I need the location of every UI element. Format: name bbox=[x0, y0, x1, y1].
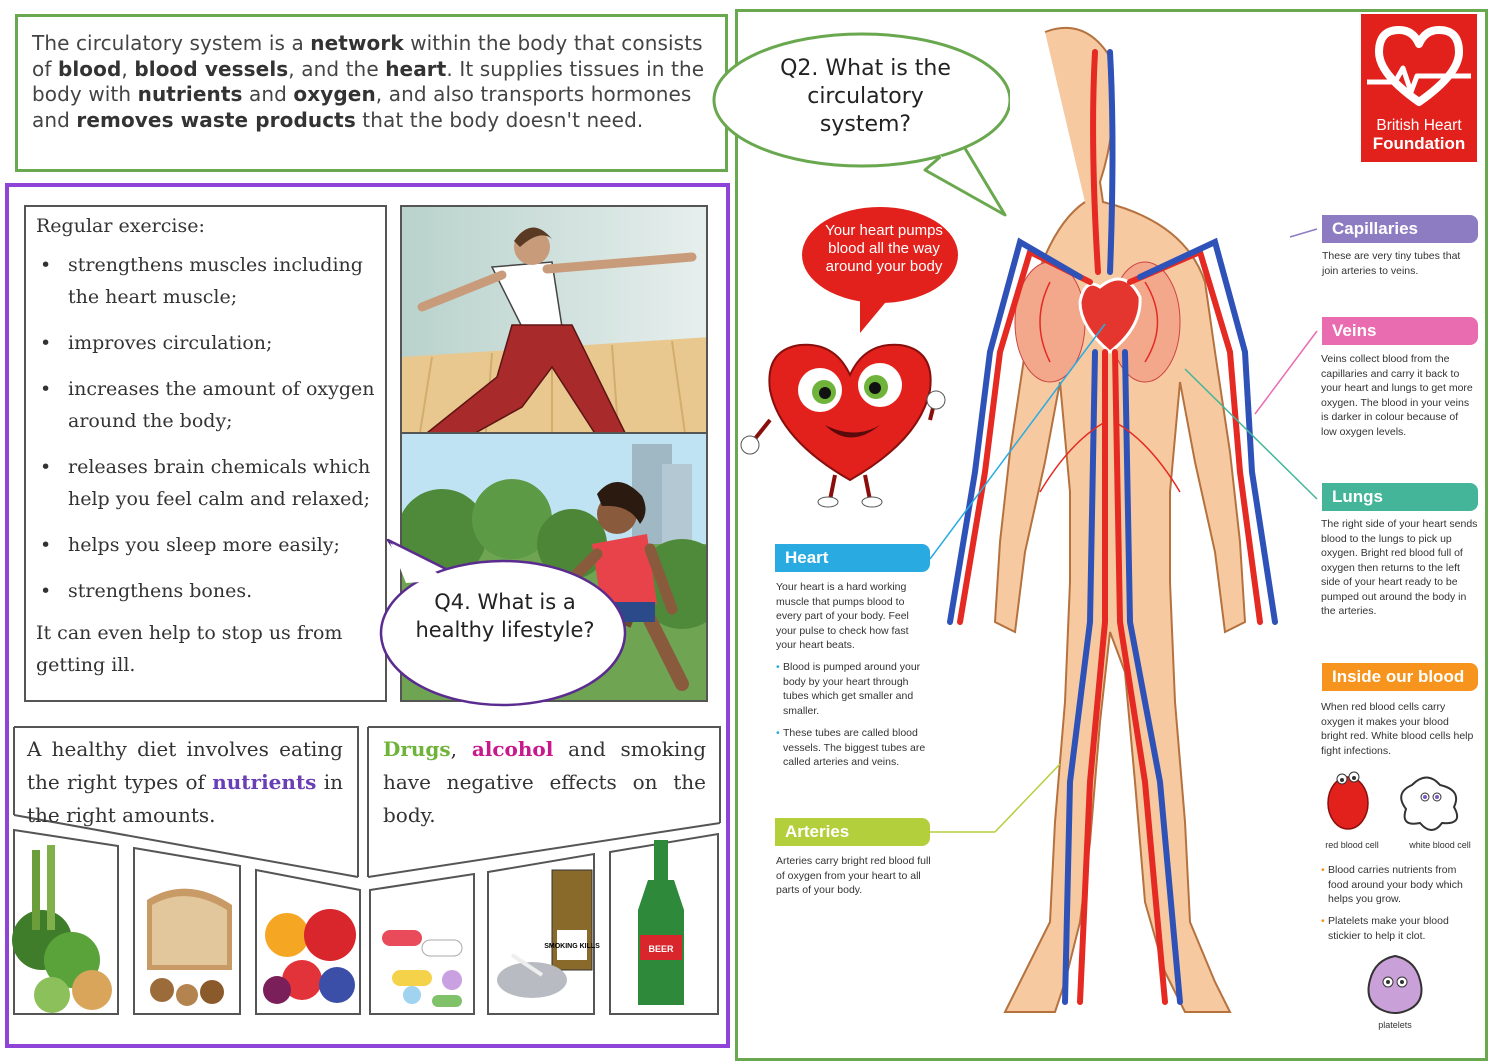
q2-question: Q2. What is the circulatory system? bbox=[780, 56, 951, 137]
fruit-image bbox=[256, 870, 360, 1014]
arteries-text: Arteries carry bright red blood full of oxygen from your heart to all parts of your body. bbox=[776, 855, 931, 896]
heart-bullet-1: • Blood is pumped around your body by your heart through tubes which get smaller and smaller. bbox=[776, 661, 921, 717]
smoking-kills-label: SMOKING KILLS bbox=[544, 943, 600, 950]
logo-line-2: Foundation bbox=[1372, 134, 1466, 153]
pills-image bbox=[370, 874, 474, 1014]
veins-label: Veins bbox=[1322, 317, 1478, 345]
list-item: • increases the amount of oxygen around the body; bbox=[36, 373, 375, 437]
capillaries-text: These are very tiny tubes that join arteries to veins. bbox=[1322, 250, 1461, 277]
q4-question: Q4. What is a healthy lifestyle? bbox=[415, 590, 595, 642]
exercise-heading: Regular exercise: bbox=[36, 215, 205, 237]
cigarettes-image bbox=[488, 854, 600, 1014]
logo-line-1: British Heart bbox=[1376, 117, 1462, 134]
heart-bullet-2: • These tubes are called blood vessels. The biggest tubes are called arteries and veins. bbox=[776, 727, 926, 768]
list-item: • helps you sleep more easily; bbox=[36, 529, 375, 561]
bread-image bbox=[134, 848, 240, 1014]
white-blood-cell-caption: white blood cell bbox=[1409, 840, 1471, 850]
heart-text: Your heart is a hard working muscle that pumps blood to every part of your body. Feel your pulse to check how fast your heart beats. bbox=[776, 581, 909, 651]
beer-image bbox=[610, 834, 718, 1014]
list-item: • releases brain chemicals which help you feel calm and relaxed; bbox=[36, 451, 375, 515]
platelets-caption: platelets bbox=[1378, 1020, 1412, 1030]
heart-character-image bbox=[740, 330, 955, 510]
diet-text: A healthy diet involves eating the right types of nutrients in the right amounts. bbox=[27, 737, 343, 827]
lungs-text: The right side of your heart sends blood to the lungs to pick up oxygen. Bright red blood full of oxygen then returns to the left side of your heart ready to be pumped out around the body in the arteries. bbox=[1321, 518, 1478, 617]
list-item: • strengthens bones. bbox=[36, 575, 375, 607]
capillaries-label: Capillaries bbox=[1322, 215, 1478, 243]
intro-text: The circulatory system is a network within the body that consists of blood, blood vessels, and the heart. It supplies tissues in the body with nutrients and oxygen, and also transports hormones and removes waste products that the body doesn't need. bbox=[32, 31, 705, 132]
red-blood-cell-icon bbox=[1328, 772, 1368, 829]
list-item: • strengthens muscles including the heart muscle; bbox=[36, 249, 375, 313]
vegetables-image bbox=[12, 830, 118, 1014]
bhf-logo bbox=[1361, 14, 1477, 162]
platelets-icon bbox=[1360, 952, 1430, 1016]
heart-label: Heart bbox=[775, 544, 930, 572]
blood-bullet-1: • Blood carries nutrients from food around your body which helps you grow. bbox=[1321, 864, 1463, 905]
beer-label: BEER bbox=[648, 944, 674, 954]
blood-cells-image bbox=[1322, 765, 1472, 837]
arteries-label: Arteries bbox=[775, 818, 930, 846]
exercise-list bbox=[36, 249, 375, 607]
white-blood-cell-icon bbox=[1401, 778, 1457, 831]
intro-box bbox=[15, 14, 728, 172]
heart-bubble-text: Your heart pumps blood all the way around your body bbox=[825, 222, 943, 275]
drugs-text: Drugs, alcohol and smoking have negative effects on the body. bbox=[383, 737, 706, 827]
food-drug-images bbox=[12, 820, 722, 1020]
exercise-box bbox=[24, 205, 387, 702]
lungs-label: Lungs bbox=[1322, 483, 1478, 511]
blood-label: Inside our blood bbox=[1322, 663, 1478, 691]
red-blood-cell-caption: red blood cell bbox=[1325, 840, 1379, 850]
blood-text: When red blood cells carry oxygen it makes your blood bright red. White blood cells help fight infections. bbox=[1321, 701, 1474, 757]
veins-text: Veins collect blood from the capillaries and carry it back to your heart and lungs to get more oxygen. The blood in your veins is darker in colour because of low oxygen levels. bbox=[1321, 353, 1473, 438]
heart-logo-icon bbox=[1361, 14, 1477, 114]
list-item: • improves circulation; bbox=[36, 327, 375, 359]
blood-bullet-2: • Platelets make your blood stickier to help it clot. bbox=[1321, 915, 1449, 942]
exercise-tail: It can even help to stop us from getting ill. bbox=[36, 622, 343, 676]
